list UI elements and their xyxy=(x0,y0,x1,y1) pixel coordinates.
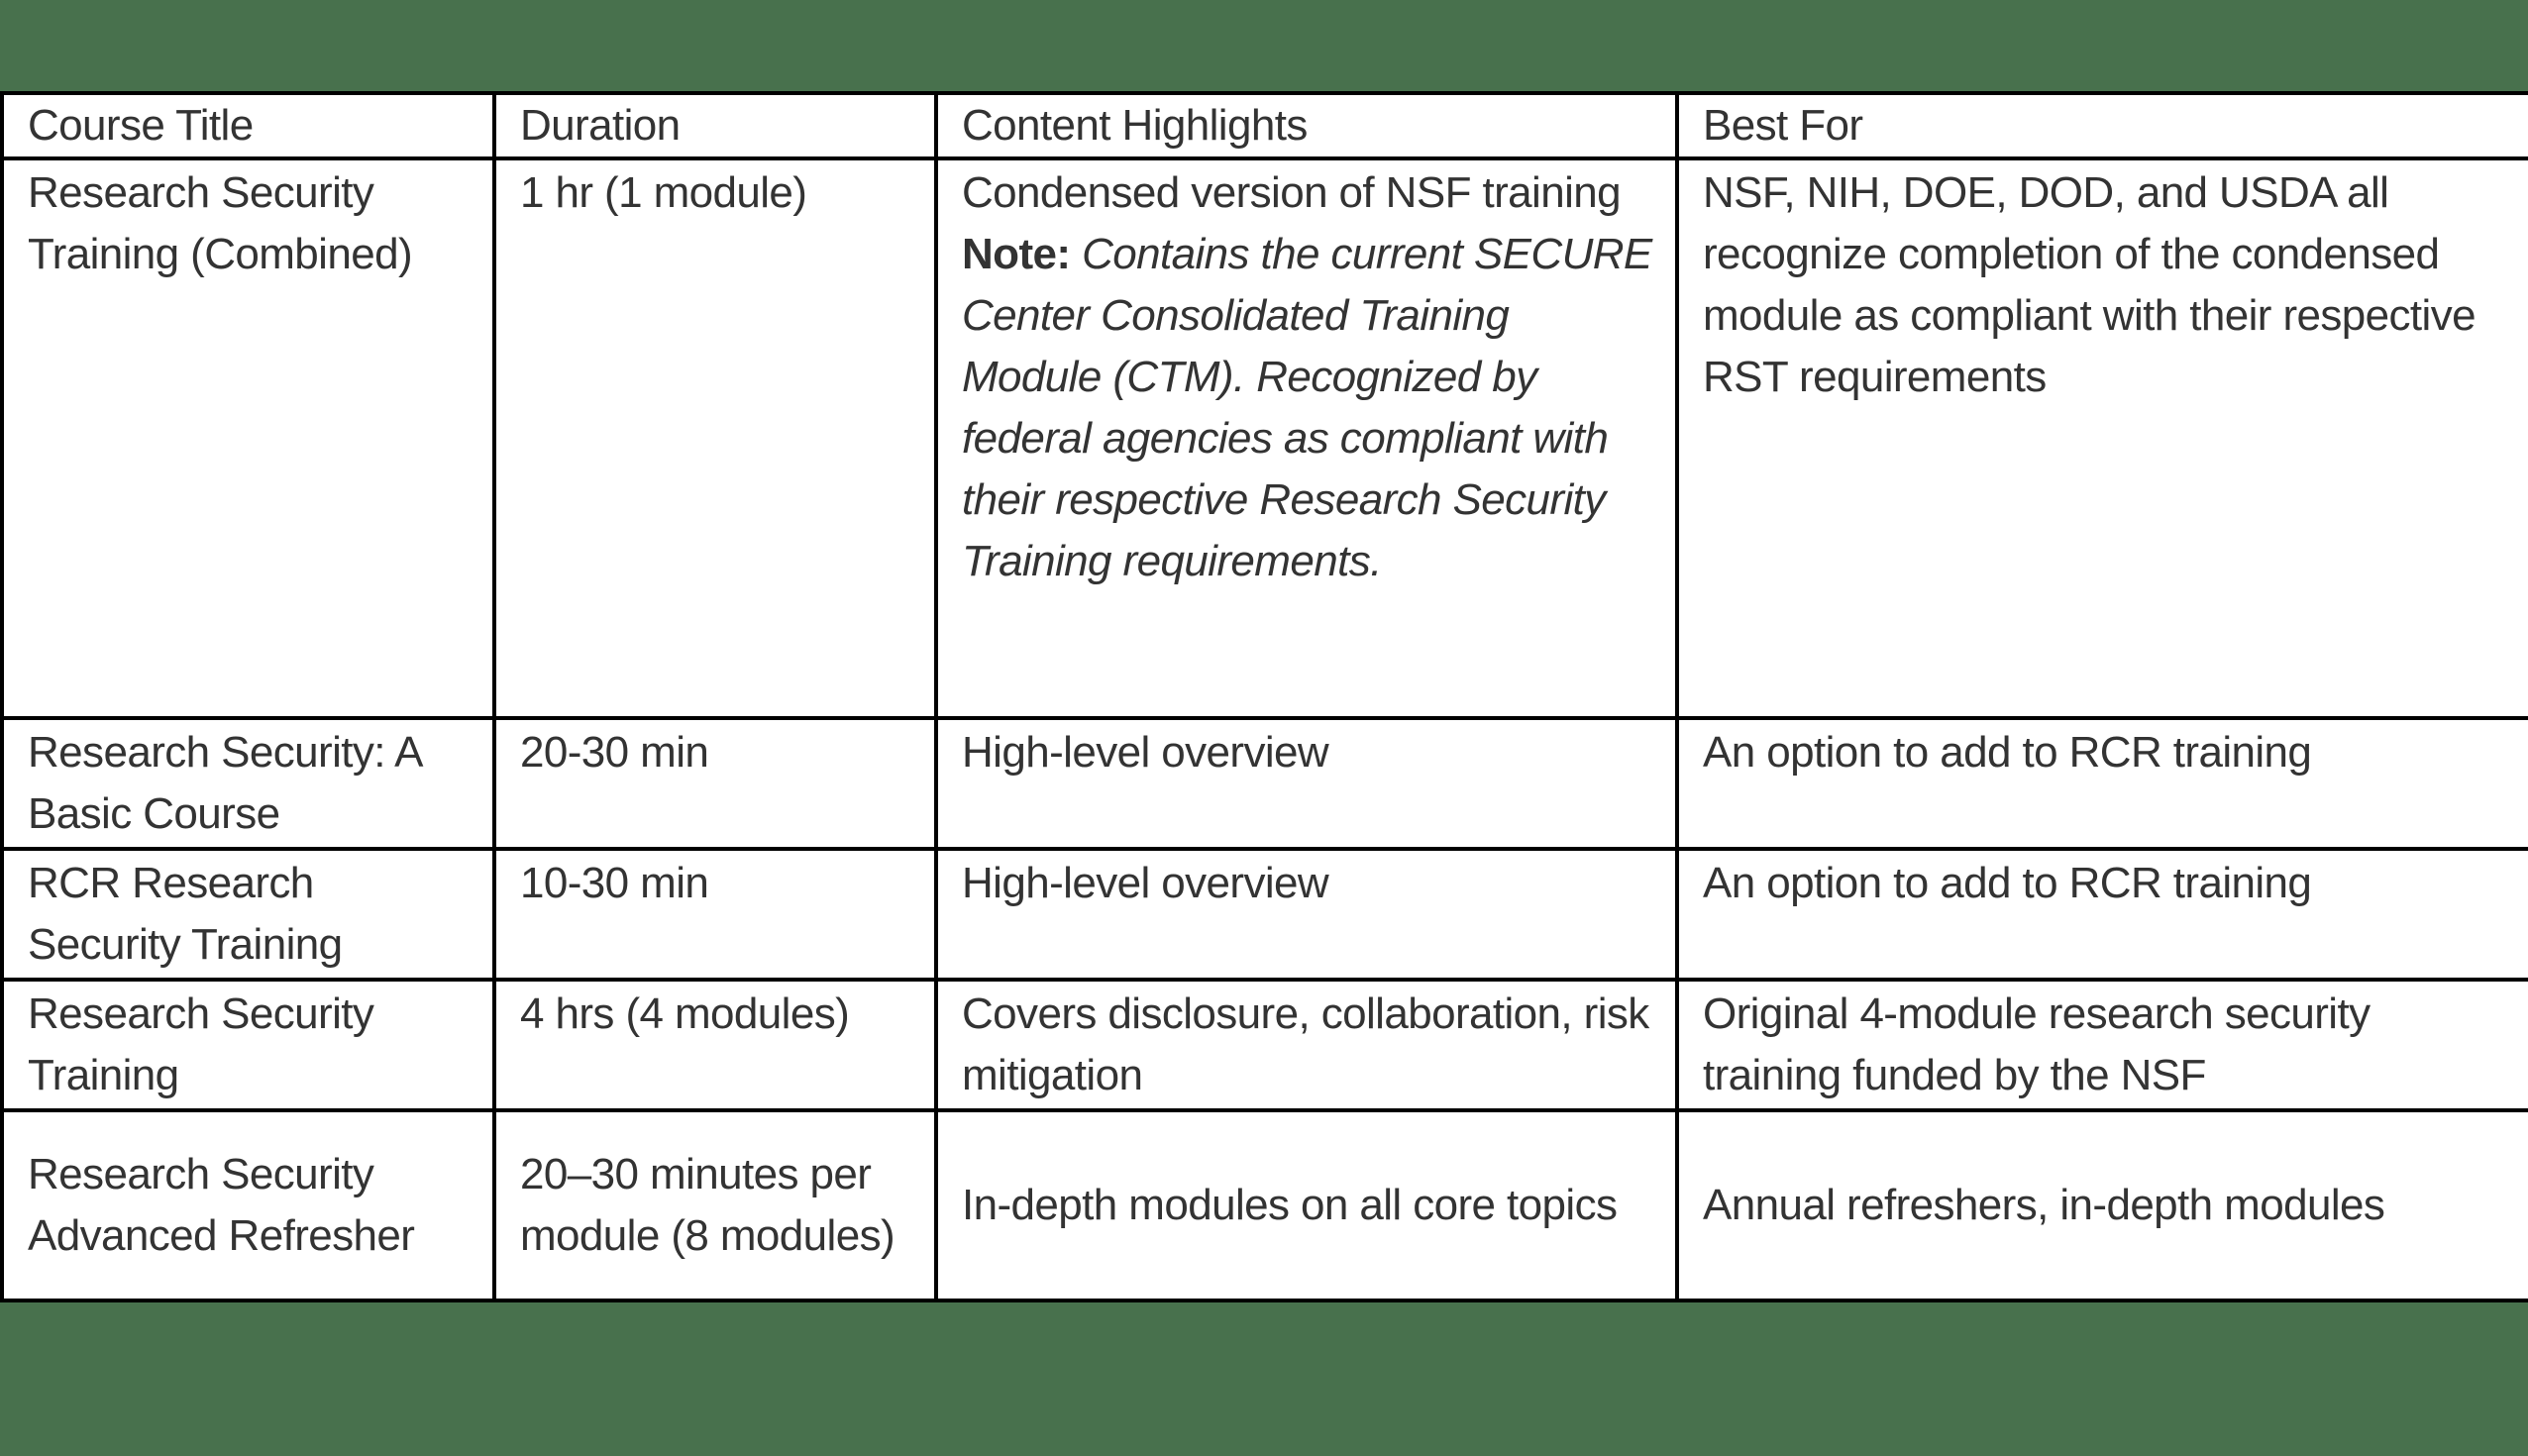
table-row xyxy=(2,849,2528,980)
cell-duration: 1 hr (1 module) xyxy=(494,158,936,718)
table-row xyxy=(2,980,2528,1110)
cell-course-title: Research Security Advanced Refresher xyxy=(2,1110,494,1300)
cell-best-for: Annual refreshers, in-depth modules xyxy=(1677,1110,2528,1300)
column-header-duration: Duration xyxy=(494,93,936,158)
cell-duration: 20–30 minutes per module (8 modules) xyxy=(494,1110,936,1300)
column-header-best-for: Best For xyxy=(1677,93,2528,158)
cell-course-title: RCR Research Security Training xyxy=(2,849,494,980)
table-header-row xyxy=(2,93,2528,158)
cell-best-for: An option to add to RCR training xyxy=(1677,849,2528,980)
column-header-course-title: Course Title xyxy=(2,93,494,158)
course-comparison-table xyxy=(0,91,2528,1302)
column-header-content-highlights: Content Highlights xyxy=(936,93,1677,158)
cell-course-title: Research Security Training (Combined) xyxy=(2,158,494,718)
table-row xyxy=(2,1110,2528,1300)
cell-duration: 20-30 min xyxy=(494,718,936,849)
content-highlights-text: Condensed version of NSF training xyxy=(962,168,1622,217)
cell-best-for: An option to add to RCR training xyxy=(1677,718,2528,849)
cell-content-highlights: In-depth modules on all core topics xyxy=(936,1110,1677,1300)
cell-course-title: Research Security: A Basic Course xyxy=(2,718,494,849)
cell-course-title: Research Security Training xyxy=(2,980,494,1110)
cell-content-highlights xyxy=(936,158,1677,718)
cell-duration: 10-30 min xyxy=(494,849,936,980)
cell-content-highlights: High-level overview xyxy=(936,718,1677,849)
note-text: Contains the current SECURE Center Consolidated Training Module (CTM). Recognized by federal agencies as compliant with their respective Research Security Training requirements. xyxy=(962,230,1652,585)
cell-duration: 4 hrs (4 modules) xyxy=(494,980,936,1110)
note-label: Note: xyxy=(962,230,1071,278)
cell-best-for: Original 4-module research security training funded by the NSF xyxy=(1677,980,2528,1110)
table-row xyxy=(2,158,2528,718)
course-comparison-table-container xyxy=(0,91,2528,1302)
table-row xyxy=(2,718,2528,849)
cell-best-for: NSF, NIH, DOE, DOD, and USDA all recognize completion of the condensed module as compliant with their respective RST requirements xyxy=(1677,158,2528,718)
cell-content-highlights: Covers disclosure, collaboration, risk mitigation xyxy=(936,980,1677,1110)
cell-content-highlights: High-level overview xyxy=(936,849,1677,980)
